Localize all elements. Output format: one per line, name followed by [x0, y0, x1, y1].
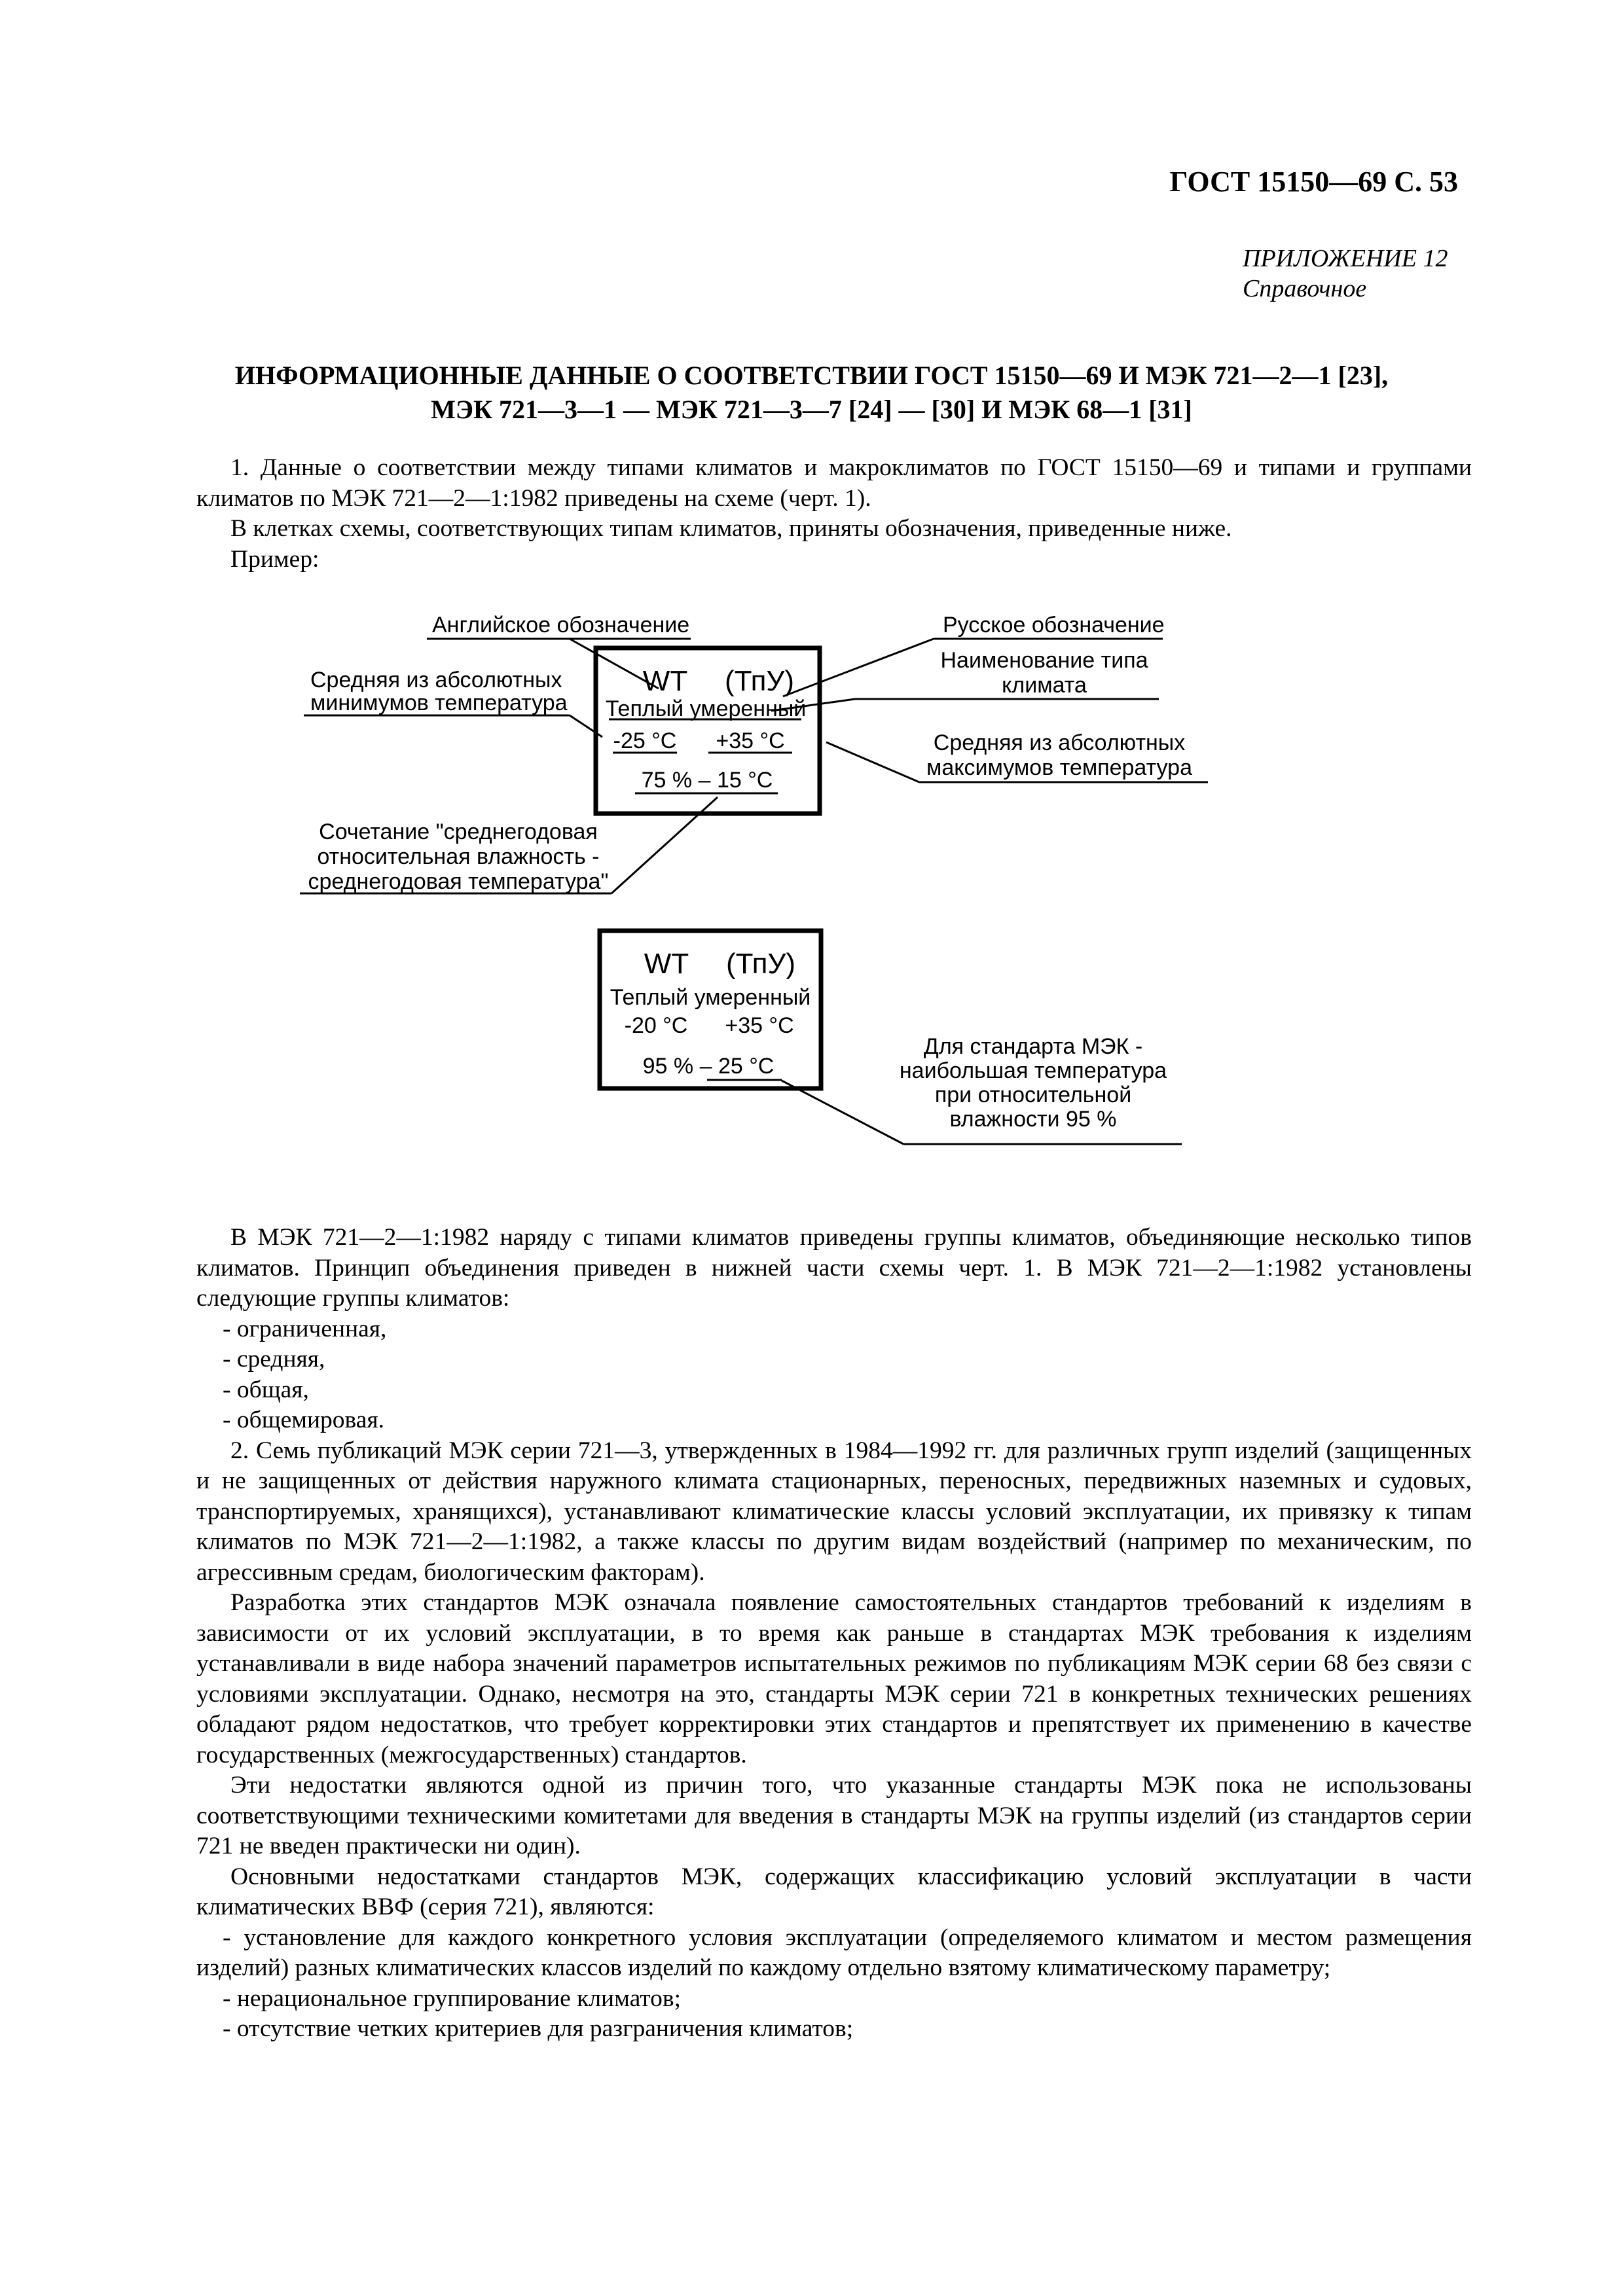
label-russian-designation: Русское обозначение	[943, 613, 1165, 637]
box1-code-en: WT	[642, 665, 688, 697]
drawback-item: - установление для каждого конкретного условия эксплуатации (определяемого климатом и местом размещения изделий) разных климатических классов изделий по каждому отдельно взятому климатическому параметру;	[196, 1924, 1472, 1981]
drawback-item: - нерациональное группирование климатов;	[223, 1984, 682, 2012]
intro-example-label: Пример:	[230, 545, 319, 573]
label-avg-max-line-1: Средняя из абсолютных	[933, 730, 1186, 755]
paragraph-iec-development: Разработка этих стандартов МЭК означала появление самостоятельных стандартов требований к изделиям в зависимости от их условий эксплуатации, в то время как раньше в стандартах МЭК требования к изделиям устанавливали в виде набора значений параметров испытательных режимов по публикациям МЭК серии 68 без связи с условиями эксплуатации. Однако, несмотря на это, стандарты МЭК серии 721 в конкретных технических решениях обладают рядом недостатков, что требует корректировки этих стандартов и препятствует их применению в качестве государственных (межгосударственных) стандартов.	[196, 1589, 1472, 1768]
appendix-title: ПРИЛОЖЕНИЕ 12	[1243, 245, 1448, 272]
label-type-name-line-1: Наименование типа	[940, 648, 1148, 673]
title-line-2: МЭК 721—3—1 — МЭК 721—3—7 [24] — [30] И МЭК 68—1 [31]	[431, 395, 1192, 424]
group-item: - ограниченная,	[223, 1315, 387, 1342]
box2-temp-max: +35 °С	[725, 1013, 794, 1038]
paragraph-main-drawbacks: Основными недостатками стандартов МЭК, содержащих классификацию условий эксплуатации в части климатических ВВФ (серия 721), являются:	[196, 1863, 1472, 1920]
box1-temp-max: +35 °С	[716, 728, 785, 753]
box2-code-ru: (ТпУ)	[725, 948, 796, 980]
box1-climate-name: Теплый умеренный	[605, 696, 807, 721]
box2-climate-name: Теплый умеренный	[610, 985, 811, 1010]
paragraph-drawback-reason: Эти недостатки являются одной из причин того, что указанные стандарты МЭК пока не использованы соответствующими техническими комитетами для введения в стандарты МЭК на группы изделий (из стандартов серии 721 не введен практически ни один).	[196, 1772, 1472, 1859]
body-section	[196, 1223, 1472, 2045]
label-type-name-line-2: климата	[1002, 673, 1087, 698]
label-combo-line-2: относительная влажность -	[317, 844, 600, 869]
box1-code-ru: (ТпУ)	[724, 665, 795, 697]
label-avg-min-line-2: минимумов температура	[310, 691, 568, 715]
page-header: ГОСТ 15150—69 С. 53	[1169, 166, 1458, 198]
label-avg-min-line-1: Средняя из абсолютных	[310, 668, 562, 692]
label-iec-line-2: наибольшая температура	[899, 1058, 1167, 1083]
group-item: - общемировая.	[223, 1407, 384, 1433]
box1-temp-min: -25 °С	[613, 728, 677, 753]
label-avg-max-line-2: максимумов температура	[926, 755, 1192, 780]
label-combo-line-3: среднегодовая температура"	[308, 869, 609, 894]
label-combo-line-1: Сочетание "среднегодовая	[319, 819, 598, 844]
box2-code-en: WT	[644, 948, 689, 980]
label-iec-line-4: влажности 95 %	[949, 1107, 1117, 1132]
drawback-item: - отсутствие четких критериев для разграничения климатов;	[223, 2015, 854, 2042]
group-item: - средняя,	[223, 1346, 325, 1372]
group-item: - общая,	[223, 1376, 309, 1403]
paragraph-iec-publications: 2. Семь публикаций МЭК серии 721—3, утвержденных в 1984—1992 гг. для различных групп изделий (защищенных и не защищенных от действия наружного климата стационарных, переносных, передвижных наземных и судовых, транспортируемых, хранящихся), устанавливают климатические классы условий эксплуатации, их привязку к типам климатов по МЭК 721—2—1:1982, а также классы по другим видам воздействий (например по механическим, по агрессивным средам, биологическим факторам).	[196, 1437, 1472, 1586]
paragraph-groups-intro: В МЭК 721—2—1:1982 наряду с типами климатов приведены группы климатов, объединяющие несколько типов климатов. Принцип объединения приведен в нижней части схемы черт. 1. В МЭК 721—2—1:1982 установлены следующие группы климатов:	[196, 1224, 1472, 1312]
intro-paragraph-2: В клетках схемы, соответствующих типам климатов, приняты обозначения, приведенные ниже.	[230, 515, 1232, 542]
label-iec-line-3: при относительной	[934, 1083, 1132, 1107]
label-iec-line-1: Для стандарта МЭК -	[923, 1034, 1143, 1059]
box2-humidity: 95 % – 25 °С	[642, 1054, 775, 1079]
intro-paragraph-1: 1. Данные о соответствии между типами климатов и макроклиматов по ГОСТ 15150—69 и типами и группами климатов по МЭК 721—2—1:1982 приведены на схеме (черт. 1).	[196, 454, 1472, 512]
label-english-designation: Английское обозначение	[432, 613, 690, 637]
box2-temp-min: -20 °С	[624, 1013, 688, 1038]
appendix-type: Справочное	[1243, 275, 1367, 302]
title-line-1: ИНФОРМАЦИОННЫЕ ДАННЫЕ О СООТВЕТСТВИИ ГОСТ 15150—69 И МЭК 721—2—1 [23],	[234, 361, 1389, 390]
box1-humidity: 75 % – 15 °С	[641, 768, 773, 793]
